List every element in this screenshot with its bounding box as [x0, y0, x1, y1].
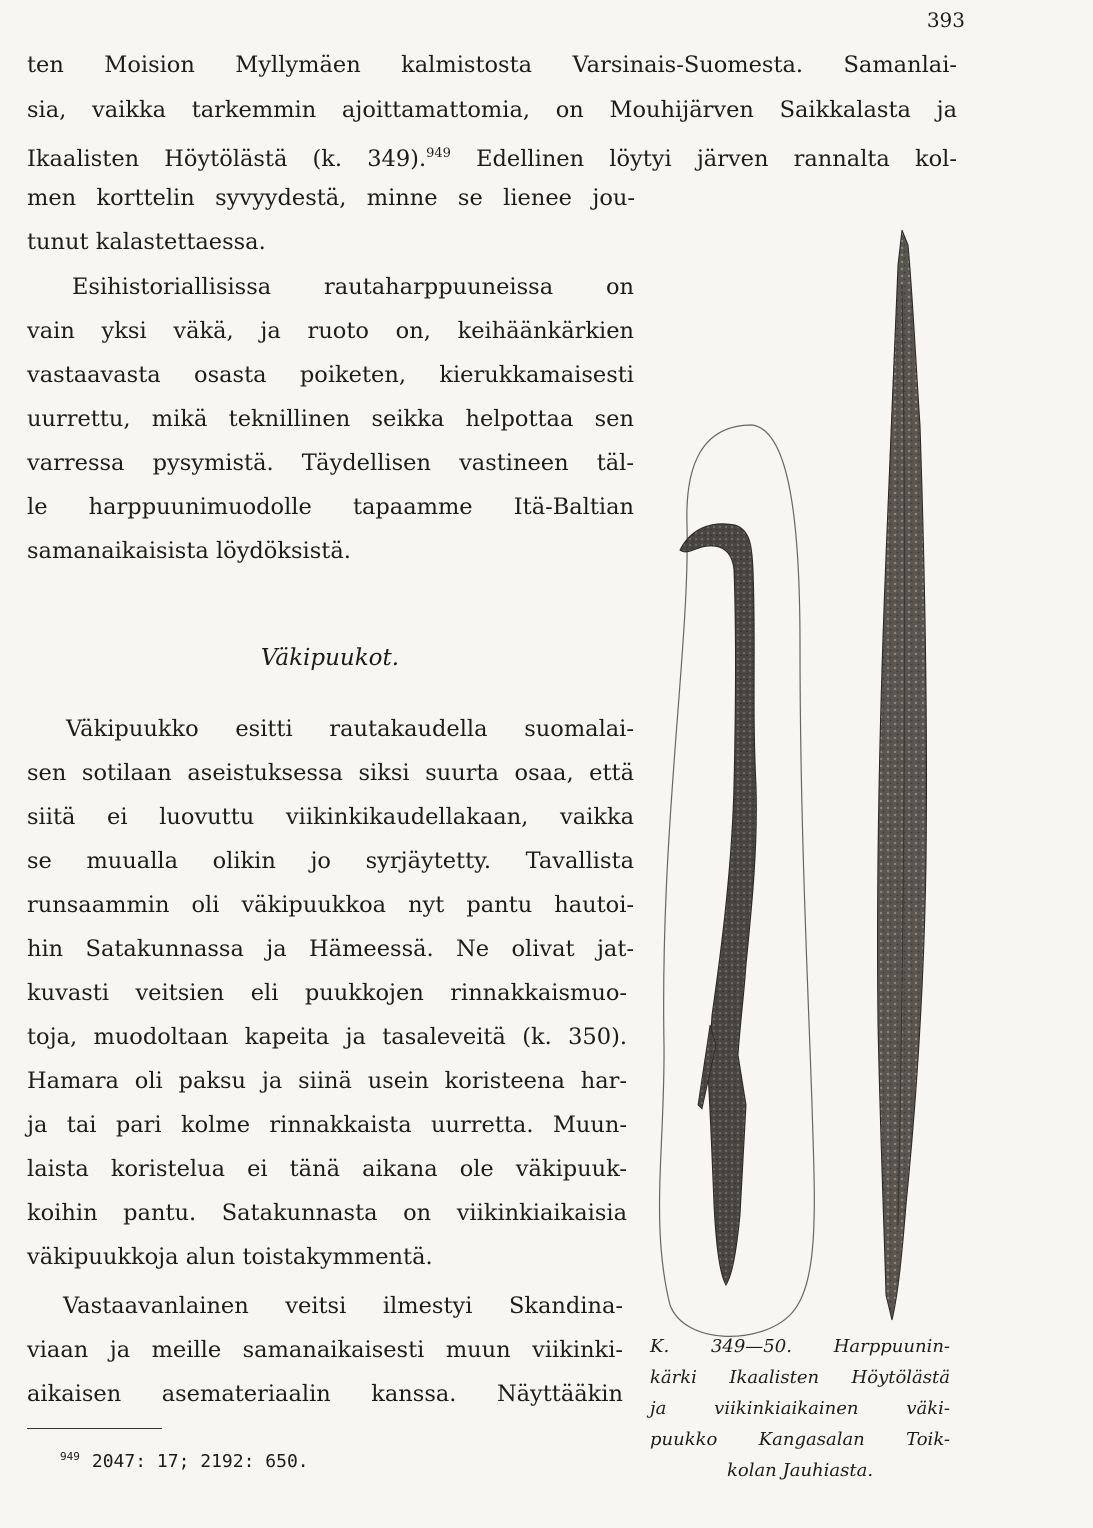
- body-line: Väkipuukko esitti rautakaudella suomalai-: [66, 716, 634, 742]
- body-line: le harppuunimuodolle tapaamme Itä-Baltian: [27, 494, 634, 520]
- body-line: uurrettu, mikä teknillinen seikka helpottaa sen: [27, 406, 634, 432]
- body-line: hin Satakunnassa ja Hämeessä. Ne olivat jat-: [27, 936, 634, 962]
- body-line: vastaavasta osasta poiketen, kierukkamaisesti: [27, 362, 634, 388]
- footnote-divider: [27, 1428, 162, 1429]
- body-line: se muualla olikin jo syrjäytetty. Tavallista: [27, 848, 634, 874]
- body-line: tunut kalastettaessa.: [27, 229, 266, 255]
- body-line: Hamara oli paksu ja siinä usein koristeena har-: [27, 1068, 627, 1094]
- figure-caption-line: kolan Jauhiasta.: [726, 1460, 874, 1481]
- body-line: väkipuukkoja alun toistakymmentä.: [27, 1244, 433, 1270]
- section-heading: Väkipuukot.: [260, 645, 400, 671]
- body-line: ten Moision Myllymäen kalmistosta Varsinais-Suomesta. Samanlai-: [27, 52, 957, 78]
- body-line: Esihistoriallisissa rautaharppuuneissa on: [72, 274, 634, 300]
- figure-caption-line: K. 349—50. Harppuunin-: [650, 1336, 950, 1357]
- footnote: [60, 1450, 309, 1472]
- body-line: kuvasti veitsien eli puukkojen rinnakkaismuo-: [27, 980, 627, 1006]
- body-line-with-footnote-ref: [27, 141, 957, 172]
- figure-caption-line: puukko Kangasalan Toik-: [650, 1429, 950, 1450]
- body-line: sia, vaikka tarkemmin ajoittamattomia, on Mouhijärven Saikkalasta ja: [27, 97, 957, 123]
- body-line: siitä ei luovuttu viikinkikaudellakaan, vaikka: [27, 804, 634, 830]
- body-line: Vastaavanlainen veitsi ilmestyi Skandina-: [63, 1293, 623, 1319]
- body-line: samanaikaisista löydöksistä.: [27, 538, 351, 564]
- harpoon-shaft: [680, 524, 756, 1285]
- body-line: runsaammin oli väkipuukkoa nyt pantu hautoi-: [27, 892, 634, 918]
- body-line: koihin pantu. Satakunnasta on viikinkiaikaisia: [27, 1200, 627, 1226]
- body-line: toja, muodoltaan kapeita ja tasaleveitä (k. 350).: [27, 1024, 627, 1050]
- footnote-reference: 949: [426, 146, 451, 161]
- knife-blade: [877, 230, 926, 1320]
- body-line: sen sotilaan aseistuksessa siksi suurta osaa, että: [27, 760, 634, 786]
- body-text: Edellinen löytyi järven rannalta kol-: [450, 146, 957, 172]
- figure-caption-line: ja viikinkiaikainen väki-: [650, 1398, 950, 1419]
- footnote-text: 2047: 17; 2192: 650.: [91, 1451, 309, 1472]
- body-line: viaan ja meille samanaikaisesti muun viikinki-: [27, 1337, 623, 1363]
- page-number: 393: [926, 8, 965, 32]
- body-line: men korttelin syvyydestä, minne se lienee jou-: [27, 185, 635, 211]
- figure-caption-line: kärki Ikaalisten Höytölästä: [650, 1367, 950, 1388]
- body-line: laista koristelua ei tänä aikana ole väkipuuk-: [27, 1156, 627, 1182]
- body-line: vain yksi väkä, ja ruoto on, keihäänkärkien: [27, 318, 634, 344]
- body-line: varressa pysymistä. Täydellisen vastineen täl-: [27, 450, 634, 476]
- footnote-marker: 949: [60, 1450, 80, 1463]
- body-line: aikaisen asemateriaalin kanssa. Näyttääkin: [27, 1381, 623, 1407]
- figure-illustration: [640, 225, 940, 1345]
- body-line: ja tai pari kolme rinnakkaista uurretta. Muun-: [27, 1112, 627, 1138]
- body-text: Ikaalisten Höytölästä (k. 349).: [27, 146, 427, 172]
